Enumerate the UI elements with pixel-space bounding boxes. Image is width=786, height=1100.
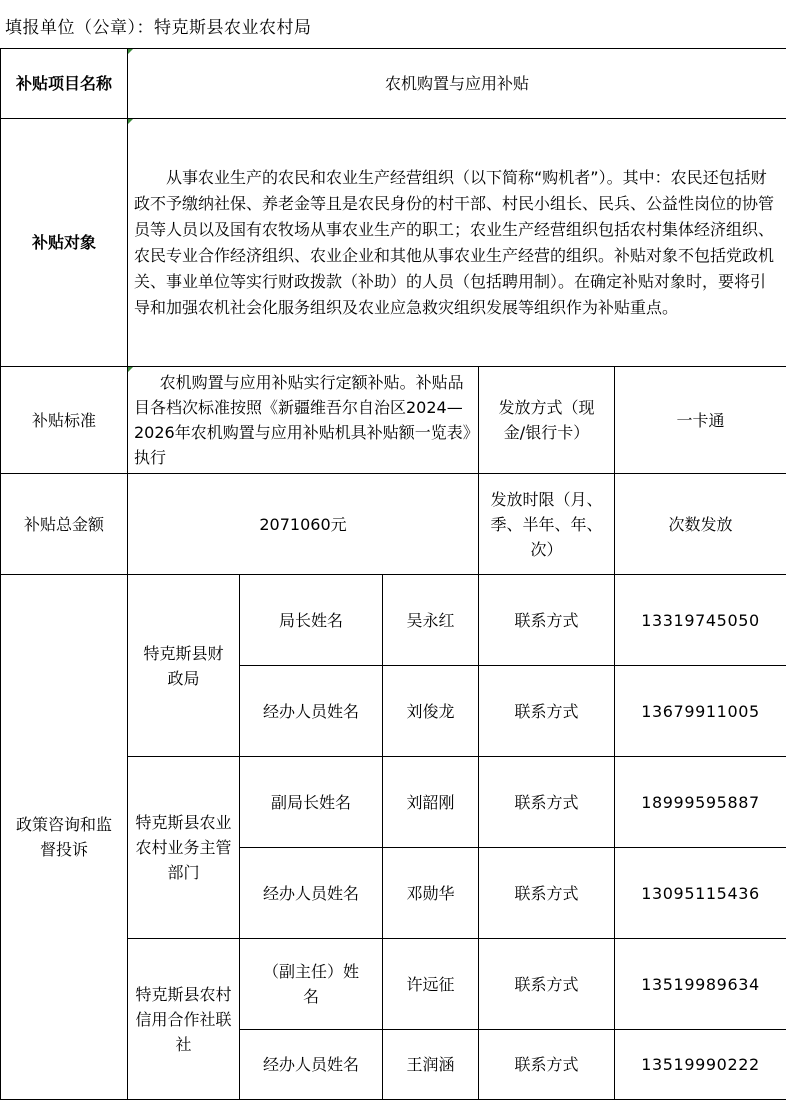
- contact-method-label: 联系方式: [479, 575, 615, 666]
- contact-name: 刘俊龙: [383, 666, 479, 757]
- org-finance-bureau: 特克斯县财政局: [128, 575, 240, 757]
- contact-phone: 13519990222: [615, 1030, 786, 1100]
- project-name-label: 补贴项目名称: [1, 49, 128, 119]
- contact-phone: 13519989634: [615, 939, 786, 1030]
- contact-name: 邓勋华: [383, 848, 479, 939]
- contact-method-label: 联系方式: [479, 848, 615, 939]
- contact-method-label: 联系方式: [479, 1030, 615, 1100]
- contact-phone: 13319745050: [615, 575, 786, 666]
- payment-period-label: 发放时限（月、季、半年、年、次）: [479, 474, 615, 575]
- contact-role: 经办人员姓名: [240, 848, 383, 939]
- payment-method-label: 发放方式（现金/银行卡）: [479, 367, 615, 474]
- contact-name: 刘韶刚: [383, 757, 479, 848]
- contact-role: （副主任）姓名: [240, 939, 383, 1030]
- contact-phone: 13679911005: [615, 666, 786, 757]
- reporting-unit-header: 填报单位（公章）：特克斯县农业农村局: [0, 0, 786, 48]
- standard-row: [1, 367, 786, 474]
- contact-name: 吴永红: [383, 575, 479, 666]
- contact-role: 局长姓名: [240, 575, 383, 666]
- project-row: [1, 49, 786, 119]
- payment-period-value: 次数发放: [615, 474, 786, 575]
- target-row: [1, 119, 786, 367]
- org-credit-union: 特克斯县农村信用合作社联社: [128, 939, 240, 1100]
- contact-method-label: 联系方式: [479, 666, 615, 757]
- subsidy-standard-label: 补贴标准: [1, 367, 128, 474]
- contact-role: 经办人员姓名: [240, 1030, 383, 1100]
- subsidy-info-table: [0, 48, 786, 1100]
- contact-name: 王润涵: [383, 1030, 479, 1100]
- subsidy-target-text: 从事农业生产的农民和农业生产经营组织（以下简称“购机者”）。其中：农民还包括财政不予缴纳社保、养老金等且是农民身份的村干部、村民小组长、民兵、公益性岗位的协管员等人员以及国有农牧场从事农业生产的职工；农业生产经营组织包括农村集体经济组织、农民专业合作经济组织、农业企业和其他从事农业生产经营的组织。补贴对象不包括党政机关、事业单位等实行财政拨款（补助）的人员（包括聘用制）。在确定补贴对象时，要将引导和加强农机社会化服务组织及农业应急救灾组织发展等组织作为补贴重点。: [128, 119, 786, 367]
- contact-name: 许远征: [383, 939, 479, 1030]
- total-amount-value: 2071060元: [128, 474, 479, 575]
- contact-method-label: 联系方式: [479, 757, 615, 848]
- contact-phone: 18999595887: [615, 757, 786, 848]
- contact-role: 经办人员姓名: [240, 666, 383, 757]
- total-row: [1, 474, 786, 575]
- total-amount-label: 补贴总金额: [1, 474, 128, 575]
- subsidy-standard-text: 农机购置与应用补贴实行定额补贴。补贴品目各档次标准按照《新疆维吾尔自治区2024—2026年农机购置与应用补贴机具补贴额一览表》执行: [128, 367, 479, 474]
- org-agriculture-dept: 特克斯县农业农村业务主管部门: [128, 757, 240, 939]
- payment-method-value: 一卡通: [615, 367, 786, 474]
- contact-row: [1, 575, 786, 666]
- project-name-value: 农机购置与应用补贴: [128, 49, 786, 119]
- supervision-label-text: 政策咨询和监督投诉: [16, 815, 112, 859]
- supervision-label: [1, 575, 128, 1100]
- subsidy-target-label: 补贴对象: [1, 119, 128, 367]
- contact-method-label: 联系方式: [479, 939, 615, 1030]
- contact-role: 副局长姓名: [240, 757, 383, 848]
- contact-phone: 13095115436: [615, 848, 786, 939]
